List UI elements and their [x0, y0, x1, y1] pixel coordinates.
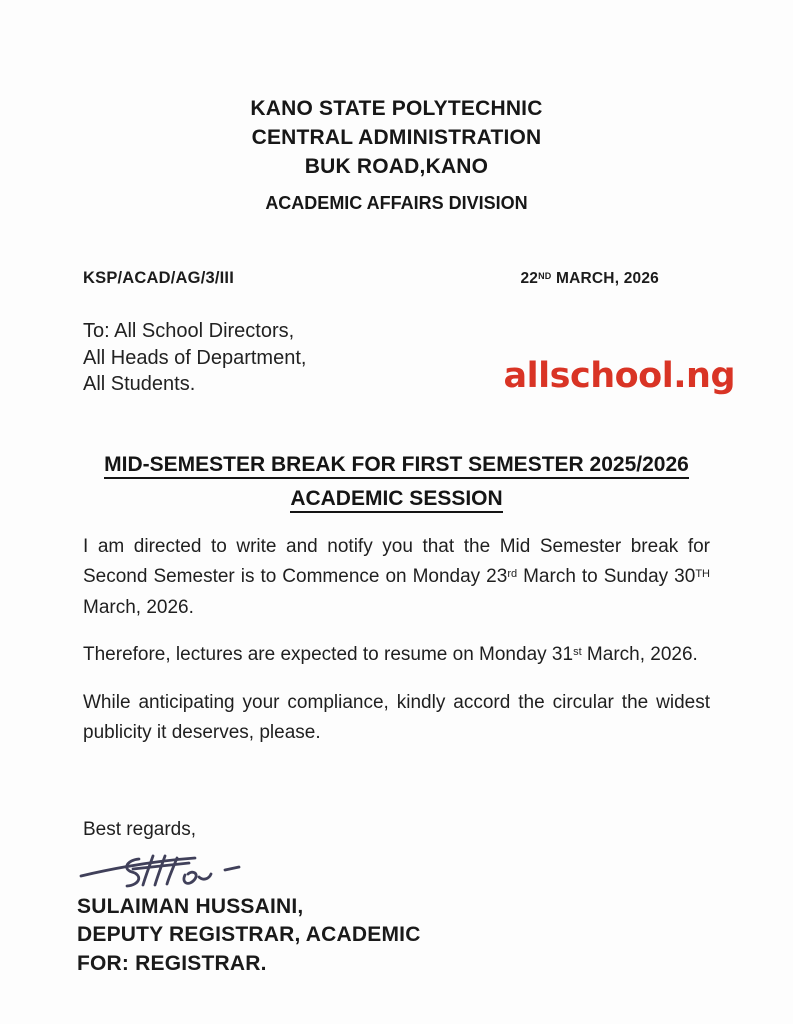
letterhead [83, 94, 710, 215]
p1-ordinal-rd: rd [507, 567, 518, 580]
signatory-on-behalf: FOR: REGISTRAR. [77, 951, 267, 975]
closing-salutation: Best regards, [83, 818, 196, 840]
signatory-title: DEPUTY REGISTRAR, ACADEMIC [77, 923, 421, 946]
letter-title [83, 448, 710, 516]
p1-text: March, 2026. [83, 596, 194, 618]
title-line-2: ACADEMIC SESSION [290, 487, 502, 513]
signatory-name: SULAIMAN HUSSAINI, [77, 894, 304, 918]
date-day: 22 [520, 270, 539, 287]
paragraph-3: While anticipating your compliance, kindly accord the circular the widest publicity it deserves, please. [83, 691, 710, 743]
p2-ordinal-st: st [573, 645, 582, 658]
p1-text: I am directed to write and notify you that the Mid Semester break for Second Semester is to Commence on Monday 23 [83, 535, 710, 587]
p2-text: Therefore, lectures are expected to resume on Monday 31 [83, 644, 574, 665]
org-division: ACADEMIC AFFAIRS DIVISION [265, 193, 528, 213]
allschool-watermark: allschool.ng [503, 356, 735, 396]
recipient-line: All Students. [83, 373, 196, 395]
date-rest: MARCH, 2026 [551, 270, 659, 287]
recipient-line: All Heads of Department, [83, 346, 307, 369]
org-admin: CENTRAL ADMINISTRATION [251, 126, 542, 149]
p2-text: March, 2026. [581, 644, 698, 665]
org-name: KANO STATE POLYTECHNIC [250, 97, 543, 120]
letter-date [520, 270, 659, 288]
paragraph-2 [83, 640, 710, 671]
letter-body [83, 532, 710, 749]
signatory-block [77, 893, 710, 979]
reference-number: KSP/ACAD/AG/3/III [83, 269, 235, 287]
recipient-line: To: All School Directors, [83, 320, 295, 342]
p1-ordinal-th: TH [695, 567, 710, 580]
p1-text: March to Sunday 30 [517, 566, 696, 587]
org-address: BUK ROAD,KANO [304, 155, 489, 178]
date-ordinal: ND [538, 270, 552, 281]
signature-ink-icon [77, 843, 252, 893]
paragraph-1 [83, 532, 710, 624]
title-line-1: MID-SEMESTER BREAK FOR FIRST SEMESTER 2025/2026 [104, 453, 689, 479]
reference-row [83, 269, 710, 288]
signature-scribble [77, 843, 710, 893]
